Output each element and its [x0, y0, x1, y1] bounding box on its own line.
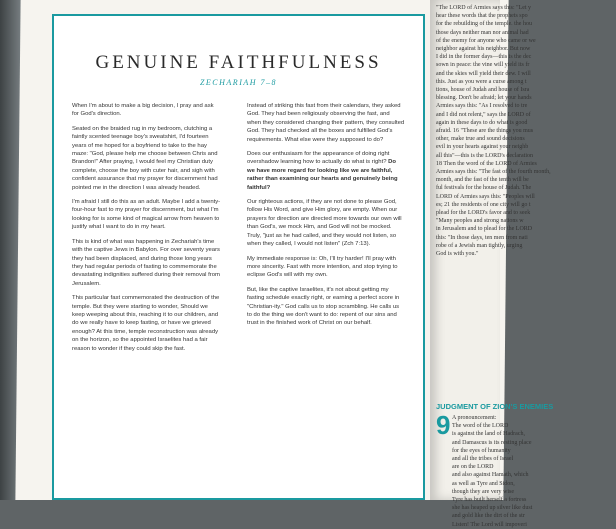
chapter-line: as well as Tyre and Sidon, [452, 480, 515, 487]
scripture-line: I did in the former days—this is the dec [436, 54, 532, 61]
scripture-line: "The LORD of Armies says this: "Let y [436, 5, 532, 11]
scripture-line: month, and the fast of the tenth will be [436, 177, 529, 184]
paragraph: This particular fast commemorated the destruction of the temple. But they were starting to wonder, Should we keep weeping about this, reaching it to our children, and do we really have to keep fasting, or have we grieved enough? At this time, temple reconstruction was already on the horizon, so the appointed Israelites had a fair reason to wonder if they could skip the fast. [72, 295, 220, 352]
devotional-card [52, 14, 425, 500]
chapter-line: though they are very wise [452, 488, 514, 495]
chapter-line: and all the tribes of Israel [452, 456, 514, 463]
scripture-line: all this"—this is the LORD's declaration [436, 152, 534, 159]
scripture-line: blessing. Don't be afraid; let your hands [436, 95, 532, 102]
paragraph: But, like the captive Israelites, it's not about getting my fasting schedule exactly right, or earning a perfect score in "Christian-ity." God calls us to stop scrambling. He calls us to do the thing we don't want to do: repent of our sins and trust in the finished work of Christ on our behalf. [247, 286, 400, 327]
chapter-line: and also against Hamath, which [452, 472, 529, 479]
devotional-column-left [72, 102, 222, 359]
paragraph [247, 150, 405, 192]
question-text: Does our enthusiasm for the appearance of doing right overshadow learning how to actually do what is right? [247, 151, 390, 166]
chapter-text [452, 414, 612, 529]
scripture-line: tions, house of Judah and house of Isra [436, 87, 530, 94]
scripture-line: and the skies will yield their dew. I will [436, 70, 531, 77]
scripture-line: God is with you." [436, 251, 479, 258]
paragraph: My immediate response is: Oh, I'll try harder! I'll pray with more sincerity. Fast with more intention, and stop trying to eclipse God's will with my own. [247, 255, 398, 279]
scripture-line: evil in your hearts against your neighb [436, 144, 529, 151]
scripture-line: those days neither man nor animal had [436, 29, 529, 36]
scripture-line: sown in peace: the vine will yield its fr [436, 62, 530, 69]
chapter-line: A pronouncement: [452, 415, 497, 421]
scripture-line: of the enemy for anyone who came or we [436, 37, 536, 44]
chapter-line: Tyre has built herself a fortress [452, 497, 527, 504]
paragraph: Our righteous actions, if they are not done to please God, follow His Word, and give Him glory, are empty. When our prayers for direction are directed more towards our own will than God's, we mock Him, and God will not be mocked. Truly, "just as he had called, and they would not listen, so when they called, I would not listen" (Zch 7:13). [247, 199, 402, 248]
scripture-line: afraid. 16 "These are the things you mus [436, 128, 534, 135]
scripture-line: for the rebuilding of the temple. the hou [436, 21, 532, 28]
scripture-line: 18 Then the word of the LORD of Armies [436, 160, 537, 167]
section-heading: JUDGMENT OF ZION'S ENEMIES [436, 402, 554, 411]
scripture-line: this. Just as you were a curse among t [436, 78, 527, 85]
scripture-line: and I did not relent," says the LORD of [436, 111, 531, 118]
emphasis-question: Do we have more regard for looking like we are faithful, rather than examining our hearts and genuinely being faithful? [247, 159, 398, 191]
paragraph: This is kind of what was happening in Zechariah's time with the captive Jews in Babylon. For over seventy years they had been displaced, and during those long years they had regular periods of fasting to commemorate the devastating indignities suffered during their removal from Jerusalem. [72, 238, 220, 287]
scripture-line: neighbor against his neighbor. But now [436, 46, 531, 53]
paragraph: Seated on the braided rug in my bedroom, clutching a faintly scented teenage boy's sweatshirt, I'd fourteen years of me hoped for a boyfriend to take to the hay maze: "God, please help me choose between Chris and Brandon!" After praying, I would feel my Christian duty complete, choose the boy with cuter hair, and sigh with confident assurance that my prayer for discernment had pointed me in the direction I was already headed. [72, 125, 218, 191]
scripture-line: hear these words that the prophets spo [436, 13, 528, 20]
chapter-line: The word of the LORD [452, 423, 509, 430]
chapter-line: is against the land of Hadrach, [452, 431, 525, 438]
scripture-line: this: "In those days, ten men from nati [436, 234, 528, 241]
chapter-line: for the eyes of humanity [452, 447, 511, 454]
scripture-line: Armies says this: "The fast of the fourth month, [436, 169, 551, 176]
chapter-line: and gold like the dirt of the str [452, 513, 525, 520]
scripture-line: again in these days to do what is good [436, 119, 528, 126]
scripture-line: robe of a Jewish man tightly, urging [436, 242, 523, 249]
paragraph: I'm afraid I still do this as an adult. Maybe I add a twenty-four-hour fast to my prayer for discernment, but what I'm looking for is some kind of magical arrow from heaven to justify what I want to do in my heart. [72, 199, 221, 231]
paragraph: When I'm about to make a big decision, I pray and ask for God's direction. [72, 103, 214, 118]
devotional-column-right [247, 102, 405, 334]
scripture-line: "Many peoples and strong nations w [436, 218, 524, 225]
chapter-line: Listen! The Lord will impoveri [452, 521, 527, 528]
scripture-line: plead for the LORD's favor and to seek [436, 210, 531, 217]
scripture-line: ful festivals for the house of Judah. The [436, 185, 532, 192]
scripture-line: in Jerusalem and to plead for the LORD [436, 226, 533, 233]
chapter-line: and Damascus is its resting place [452, 439, 532, 446]
devotional-title: GENUINE FAITHFULNESS [95, 52, 382, 73]
chapter-line: are on the LORD [452, 464, 494, 471]
scripture-line: other, make true and sound decisions [436, 136, 525, 143]
chapter-line: she has heaped up silver like dust [452, 505, 533, 512]
scripture-line: LORD of Armies says this: "Peoples will [436, 193, 535, 200]
scripture-text [436, 4, 616, 258]
scripture-reference: ZECHARIAH 7–8 [199, 78, 278, 87]
paragraph: Instead of striking this fast from their calendars, they asked God. They had been religiously observing the fast, and when they considered changing their pattern, they consulted God. They had checked all the boxes and fulfilled God's requirements. What else were they supposed to do? [247, 103, 405, 143]
scripture-line: es; 21 the residents of one city will go t [436, 201, 531, 208]
scripture-line: Armies says this: "As I resolved to tre [436, 103, 528, 110]
chapter-number: 9 [436, 410, 451, 440]
right-page [430, 0, 554, 528]
